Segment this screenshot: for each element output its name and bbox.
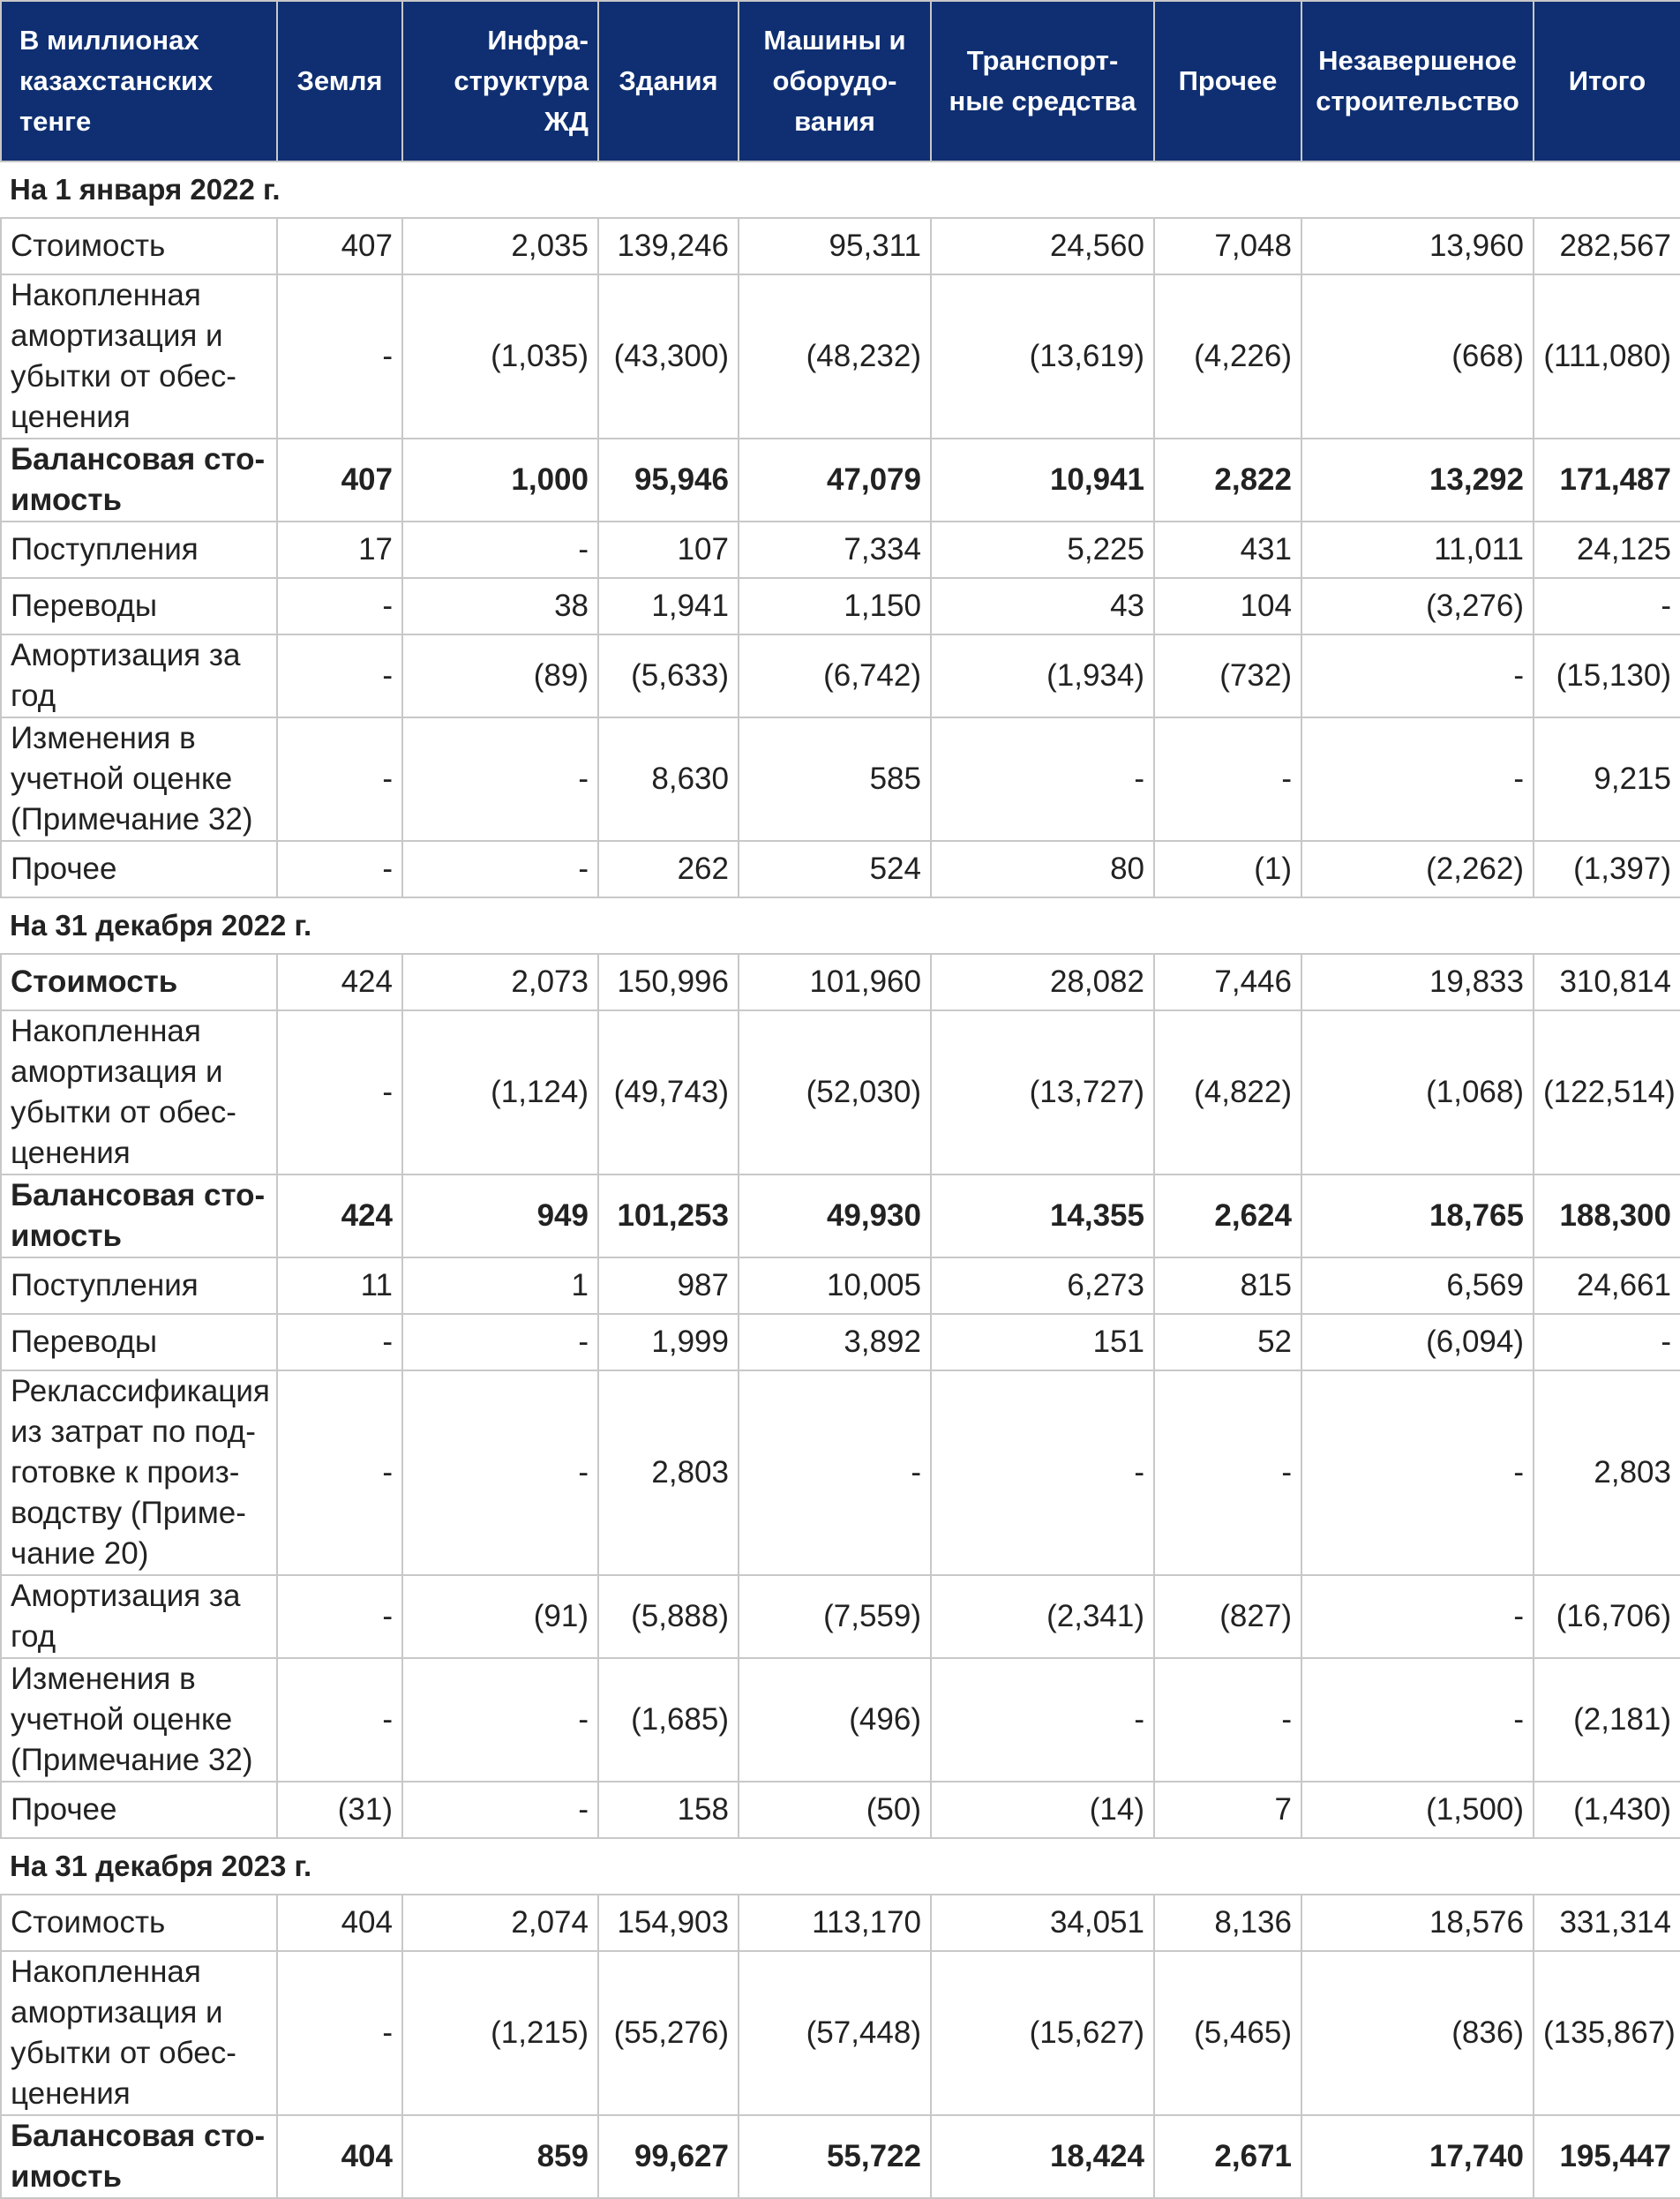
row-label: Изменения в учетной оценке (Примечание 32) <box>1 717 277 841</box>
cell-value: 43 <box>931 578 1154 634</box>
cell-value: - <box>1301 634 1534 717</box>
cell-value: 13,292 <box>1301 439 1534 522</box>
table-row <box>1 1010 1680 1175</box>
row-label: Стоимость <box>1 954 277 1010</box>
cell-value: (135,867) <box>1534 1951 1680 2115</box>
cell-value: (16,706) <box>1534 1575 1680 1658</box>
cell-value: - <box>931 1658 1154 1782</box>
cell-value: 13,960 <box>1301 218 1534 274</box>
cell-value: - <box>402 1370 598 1575</box>
cell-value: 195,447 <box>1534 2115 1680 2198</box>
cell-value: 113,170 <box>739 1895 931 1951</box>
header-construction-in-progress: Незавершеное строительство <box>1301 1 1534 161</box>
cell-value: 310,814 <box>1534 954 1680 1010</box>
table-row <box>1 1658 1680 1782</box>
cell-value: (1,397) <box>1534 841 1680 897</box>
cell-value: - <box>277 1575 402 1658</box>
cell-value: 262 <box>598 841 739 897</box>
cell-value: (15,627) <box>931 1951 1154 2115</box>
cell-value: (5,633) <box>598 634 739 717</box>
cell-value: - <box>402 1314 598 1370</box>
header-row <box>1 1 1680 161</box>
cell-value: - <box>1301 1658 1534 1782</box>
cell-value: (48,232) <box>739 274 931 439</box>
cell-value: (50) <box>739 1782 931 1838</box>
row-label: Изменения в учетной оценке (Примечание 32) <box>1 1658 277 1782</box>
cell-value: 95,311 <box>739 218 931 274</box>
row-label: Поступления <box>1 522 277 578</box>
cell-value: 1,000 <box>402 439 598 522</box>
table-row <box>1 2115 1680 2198</box>
cell-value: 1,999 <box>598 1314 739 1370</box>
cell-value: - <box>402 717 598 841</box>
cell-value: (1,934) <box>931 634 1154 717</box>
row-label: Прочее <box>1 1782 277 1838</box>
cell-value: - <box>931 717 1154 841</box>
table-body <box>1 161 1680 2198</box>
cell-value: (89) <box>402 634 598 717</box>
cell-value: - <box>1301 1575 1534 1658</box>
header-machinery: Машины и оборудо-вания <box>739 1 931 161</box>
cell-value: (122,514) <box>1534 1010 1680 1175</box>
cell-value: (49,743) <box>598 1010 739 1175</box>
cell-value: 7,334 <box>739 522 931 578</box>
cell-value: (496) <box>739 1658 931 1782</box>
cell-value: - <box>277 274 402 439</box>
row-label: Переводы <box>1 1314 277 1370</box>
row-label: Балансовая сто-имость <box>1 1175 277 1257</box>
cell-value: 404 <box>277 2115 402 2198</box>
cell-value: 2,671 <box>1154 2115 1301 2198</box>
cell-value: (4,226) <box>1154 274 1301 439</box>
cell-value: 107 <box>598 522 739 578</box>
cell-value: 150,996 <box>598 954 739 1010</box>
cell-value: 18,576 <box>1301 1895 1534 1951</box>
cell-value: 949 <box>402 1175 598 1257</box>
cell-value: (827) <box>1154 1575 1301 1658</box>
row-label: Стоимость <box>1 218 277 274</box>
cell-value: (1,215) <box>402 1951 598 2115</box>
cell-value: (4,822) <box>1154 1010 1301 1175</box>
cell-value: (732) <box>1154 634 1301 717</box>
cell-value: 11,011 <box>1301 522 1534 578</box>
cell-value: 10,941 <box>931 439 1154 522</box>
cell-value: 7,446 <box>1154 954 1301 1010</box>
cell-value: 2,073 <box>402 954 598 1010</box>
table-row <box>1 954 1680 1010</box>
cell-value: 158 <box>598 1782 739 1838</box>
cell-value: 18,424 <box>931 2115 1154 2198</box>
cell-value: 19,833 <box>1301 954 1534 1010</box>
cell-value: 171,487 <box>1534 439 1680 522</box>
row-label: Накопленная амортизация и убытки от обес-ценения <box>1 274 277 439</box>
cell-value: - <box>277 1658 402 1782</box>
cell-value: (1,124) <box>402 1010 598 1175</box>
section-row <box>1 897 1680 954</box>
cell-value: (111,080) <box>1534 274 1680 439</box>
cell-value: 52 <box>1154 1314 1301 1370</box>
cell-value: - <box>1154 717 1301 841</box>
cell-value: 585 <box>739 717 931 841</box>
cell-value: 1,150 <box>739 578 931 634</box>
cell-value: 424 <box>277 1175 402 1257</box>
cell-value: 34,051 <box>931 1895 1154 1951</box>
cell-value: 1,941 <box>598 578 739 634</box>
cell-value: (1,035) <box>402 274 598 439</box>
cell-value: (2,341) <box>931 1575 1154 1658</box>
cell-value: - <box>277 578 402 634</box>
cell-value: (91) <box>402 1575 598 1658</box>
section-row <box>1 161 1680 218</box>
cell-value: (2,181) <box>1534 1658 1680 1782</box>
cell-value: (1) <box>1154 841 1301 897</box>
table-row <box>1 634 1680 717</box>
cell-value: (3,276) <box>1301 578 1534 634</box>
cell-value: (13,727) <box>931 1010 1154 1175</box>
cell-value: 47,079 <box>739 439 931 522</box>
row-label: Прочее <box>1 841 277 897</box>
cell-value: - <box>277 1951 402 2115</box>
cell-value: 6,273 <box>931 1257 1154 1314</box>
row-label: Амортизация за год <box>1 634 277 717</box>
cell-value: (2,262) <box>1301 841 1534 897</box>
table-row <box>1 218 1680 274</box>
cell-value: 49,930 <box>739 1175 931 1257</box>
cell-value: 3,892 <box>739 1314 931 1370</box>
cell-value: - <box>277 717 402 841</box>
row-label: Балансовая сто-имость <box>1 2115 277 2198</box>
cell-value: 55,722 <box>739 2115 931 2198</box>
cell-value: 987 <box>598 1257 739 1314</box>
cell-value: 404 <box>277 1895 402 1951</box>
row-label: Поступления <box>1 1257 277 1314</box>
cell-value: 2,035 <box>402 218 598 274</box>
cell-value: 11 <box>277 1257 402 1314</box>
cell-value: - <box>1154 1658 1301 1782</box>
cell-value: 6,569 <box>1301 1257 1534 1314</box>
table-row <box>1 1895 1680 1951</box>
cell-value: 151 <box>931 1314 1154 1370</box>
cell-value: 2,624 <box>1154 1175 1301 1257</box>
cell-value: 8,630 <box>598 717 739 841</box>
cell-value: 18,765 <box>1301 1175 1534 1257</box>
cell-value: - <box>739 1370 931 1575</box>
table-row <box>1 1782 1680 1838</box>
cell-value: 17,740 <box>1301 2115 1534 2198</box>
cell-value: 524 <box>739 841 931 897</box>
cell-value: - <box>1534 578 1680 634</box>
cell-value: 104 <box>1154 578 1301 634</box>
header-rail-infrastructure: Инфра-структура ЖД <box>402 1 598 161</box>
cell-value: 424 <box>277 954 402 1010</box>
section-row <box>1 1838 1680 1895</box>
cell-value: (6,094) <box>1301 1314 1534 1370</box>
cell-value: - <box>402 1782 598 1838</box>
cell-value: 188,300 <box>1534 1175 1680 1257</box>
cell-value: 7,048 <box>1154 218 1301 274</box>
table-row <box>1 274 1680 439</box>
cell-value: - <box>931 1370 1154 1575</box>
cell-value: 2,803 <box>1534 1370 1680 1575</box>
cell-value: 99,627 <box>598 2115 739 2198</box>
cell-value: (5,465) <box>1154 1951 1301 2115</box>
table-row <box>1 439 1680 522</box>
cell-value: (836) <box>1301 1951 1534 2115</box>
cell-value: - <box>277 1314 402 1370</box>
cell-value: 101,960 <box>739 954 931 1010</box>
cell-value: 80 <box>931 841 1154 897</box>
cell-value: 17 <box>277 522 402 578</box>
cell-value: (14) <box>931 1782 1154 1838</box>
section-title: На 31 декабря 2023 г. <box>1 1838 1680 1895</box>
cell-value: - <box>402 841 598 897</box>
row-label: Накопленная амортизация и убытки от обес-ценения <box>1 1010 277 1175</box>
header-other: Прочее <box>1154 1 1301 161</box>
cell-value: - <box>277 1370 402 1575</box>
cell-value: 1 <box>402 1257 598 1314</box>
cell-value: 859 <box>402 2115 598 2198</box>
table-row <box>1 717 1680 841</box>
table-row <box>1 578 1680 634</box>
cell-value: 24,661 <box>1534 1257 1680 1314</box>
table-row <box>1 841 1680 897</box>
row-label: Накопленная амортизация и убытки от обес-ценения <box>1 1951 277 2115</box>
cell-value: 2,822 <box>1154 439 1301 522</box>
header-buildings: Здания <box>598 1 739 161</box>
cell-value: 7 <box>1154 1782 1301 1838</box>
cell-value: 331,314 <box>1534 1895 1680 1951</box>
cell-value: 95,946 <box>598 439 739 522</box>
cell-value: 10,005 <box>739 1257 931 1314</box>
table-row <box>1 1314 1680 1370</box>
cell-value: (1,685) <box>598 1658 739 1782</box>
cell-value: - <box>1534 1314 1680 1370</box>
cell-value: (6,742) <box>739 634 931 717</box>
table-row <box>1 522 1680 578</box>
table-row <box>1 1575 1680 1658</box>
cell-value: 24,125 <box>1534 522 1680 578</box>
row-label: Реклассификация из затрат по под-готовке к произ-водству (Приме-чание 20) <box>1 1370 277 1575</box>
cell-value: - <box>1301 1370 1534 1575</box>
cell-value: 282,567 <box>1534 218 1680 274</box>
cell-value: 2,074 <box>402 1895 598 1951</box>
header-vehicles: Транспорт-ные средства <box>931 1 1154 161</box>
cell-value: - <box>277 634 402 717</box>
cell-value: (1,500) <box>1301 1782 1534 1838</box>
cell-value: (52,030) <box>739 1010 931 1175</box>
cell-value: (57,448) <box>739 1951 931 2115</box>
header-total: Итого <box>1534 1 1680 161</box>
table-row <box>1 1257 1680 1314</box>
table-row <box>1 1370 1680 1575</box>
cell-value: 9,215 <box>1534 717 1680 841</box>
cell-value: - <box>277 841 402 897</box>
row-label: Переводы <box>1 578 277 634</box>
table-row <box>1 1951 1680 2115</box>
cell-value: (43,300) <box>598 274 739 439</box>
cell-value: 8,136 <box>1154 1895 1301 1951</box>
cell-value: (7,559) <box>739 1575 931 1658</box>
cell-value: - <box>277 1010 402 1175</box>
section-title: На 31 декабря 2022 г. <box>1 897 1680 954</box>
cell-value: 154,903 <box>598 1895 739 1951</box>
cell-value: (13,619) <box>931 274 1154 439</box>
cell-value: 14,355 <box>931 1175 1154 1257</box>
cell-value: - <box>1154 1370 1301 1575</box>
row-label: Стоимость <box>1 1895 277 1951</box>
cell-value: - <box>402 522 598 578</box>
row-label: Амортизация за год <box>1 1575 277 1658</box>
cell-value: (668) <box>1301 274 1534 439</box>
cell-value: 38 <box>402 578 598 634</box>
cell-value: (55,276) <box>598 1951 739 2115</box>
cell-value: 407 <box>277 218 402 274</box>
section-title: На 1 января 2022 г. <box>1 161 1680 218</box>
cell-value: 431 <box>1154 522 1301 578</box>
cell-value: (5,888) <box>598 1575 739 1658</box>
table-row <box>1 1175 1680 1257</box>
cell-value: 28,082 <box>931 954 1154 1010</box>
cell-value: 139,246 <box>598 218 739 274</box>
cell-value: (1,430) <box>1534 1782 1680 1838</box>
cell-value: (15,130) <box>1534 634 1680 717</box>
cell-value: (1,068) <box>1301 1010 1534 1175</box>
cell-value: - <box>402 1658 598 1782</box>
row-label: Балансовая сто-имость <box>1 439 277 522</box>
cell-value: - <box>1301 717 1534 841</box>
cell-value: 407 <box>277 439 402 522</box>
cell-value: 815 <box>1154 1257 1301 1314</box>
cell-value: 101,253 <box>598 1175 739 1257</box>
cell-value: 5,225 <box>931 522 1154 578</box>
header-unit-label: В миллионах казахстанских тенге <box>1 1 277 161</box>
cell-value: 2,803 <box>598 1370 739 1575</box>
cell-value: (31) <box>277 1782 402 1838</box>
cell-value: 24,560 <box>931 218 1154 274</box>
header-land: Земля <box>277 1 402 161</box>
